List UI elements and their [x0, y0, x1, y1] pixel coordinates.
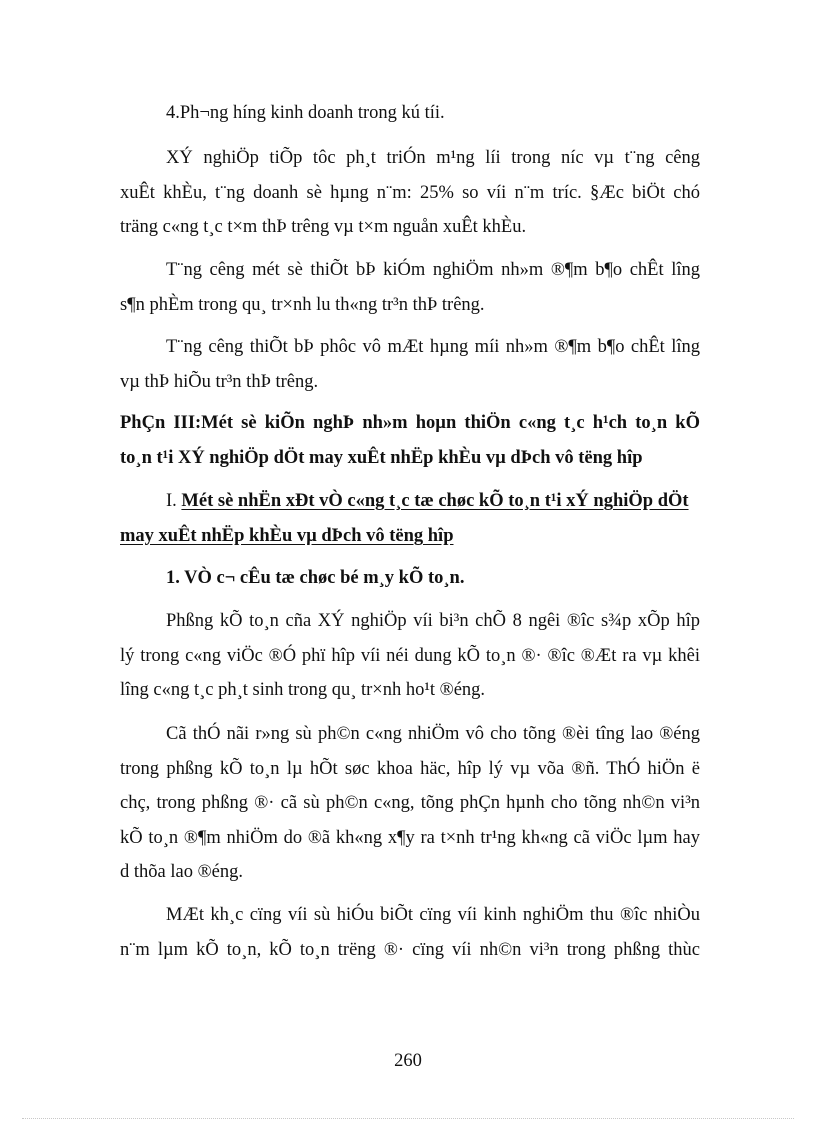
part-heading: to¸n t¹i XÝ nghiÖp dÖt may xuÊt nhËp khÈu vµ dÞch vô tëng hîp — [120, 448, 643, 468]
paragraph-line: träng c«ng t¸c t×m thÞ trêng vµ t×m nguån xuÊt khÈu. — [120, 217, 527, 237]
subsection-title: Mét sè nhËn xÐt vÒ c«ng t¸c tæ chøc kÕ to¸n t¹i xÝ nghiÖp dÖt — [181, 491, 689, 511]
subsection-number: I. — [166, 491, 182, 511]
paragraph-line: XÝ nghiÖp tiÕp tôc ph¸t triÓn m¹ng líi trong níc vµ t¨ng cêng — [166, 148, 700, 168]
section-heading-4: 4.Ph¬ng híng kinh doanh trong kú tíi. — [166, 103, 445, 123]
paragraph-line: s¶n phÈm trong qu¸ tr×nh lu th«ng tr³n thÞ trêng. — [120, 295, 485, 315]
subsection-title-continued: may xuÊt nhËp khÈu vµ dÞch vô tëng hîp — [120, 526, 454, 546]
paragraph-line: T¨ng cêng thiÕt bÞ phôc vô mÆt hµng míi nh»m ®¶m b¶o chÊt lîng — [166, 337, 700, 357]
subsection-heading — [166, 489, 700, 513]
paragraph-line: vµ thÞ hiÕu tr³n thÞ trêng. — [120, 372, 319, 392]
page-number: 260 — [394, 1051, 422, 1071]
paragraph-line: chç, trong phßng ®· cã sù ph©n c«ng, tõng phÇn hµnh cho tõng nh©n vi³n — [120, 793, 700, 813]
item-heading: 1. VÒ c¬ cÊu tæ chøc bé m¸y kÕ to¸n. — [166, 568, 465, 588]
page-bottom-rule — [22, 1118, 794, 1119]
paragraph-line: Cã thÓ nãi r»ng sù ph©n c«ng nhiÖm vô cho tõng ®èi tîng lao ®éng — [166, 724, 700, 744]
paragraph-line: trong phßng kÕ to¸n lµ hÕt søc khoa häc, hîp lý vµ võa ®ñ. ThÓ hiÖn ë — [120, 759, 700, 779]
paragraph-line: lîng c«ng t¸c ph¸t sinh trong qu¸ tr×nh ho¹t ®éng. — [120, 680, 486, 700]
paragraph-line: lý trong c«ng viÖc ®Ó phï hîp víi néi dung kÕ to¸n ®· ®îc ®Æt ra vµ khêi — [120, 646, 700, 666]
paragraph-line: Phßng kÕ to¸n cña XÝ nghiÖp víi bi³n chÕ 8 ngêi ®îc s¾p xÕp hîp — [166, 611, 700, 631]
paragraph-line: kÕ to¸n ®¶m nhiÖm do ®ã kh«ng x¶y ra t×nh tr¹ng kh«ng cã viÖc lµm hay — [120, 828, 700, 848]
paragraph-line: MÆt kh¸c cïng víi sù hiÓu biÕt cïng víi kinh nghiÖm thu ®îc nhiÒu — [166, 905, 700, 925]
paragraph-line: T¨ng cêng mét sè thiÕt bÞ kiÓm nghiÖm nh»m ®¶m b¶o chÊt lîng — [166, 260, 700, 280]
paragraph-line: xuÊt khÈu, t¨ng doanh sè hµng n¨m: 25% so víi n¨m tríc. §Æc biÖt chó — [120, 183, 700, 203]
paragraph-line: n¨m lµm kÕ to¸n, kÕ to¸n trëng ®· cïng víi nh©n vi³n trong phßng thùc — [120, 940, 700, 960]
part-heading: PhÇn III:Mét sè kiÕn nghÞ nh»m hoµn thiÖn c«ng t¸c h¹ch to¸n kÕ — [120, 413, 700, 433]
paragraph-line: d thõa lao ®éng. — [120, 862, 243, 882]
